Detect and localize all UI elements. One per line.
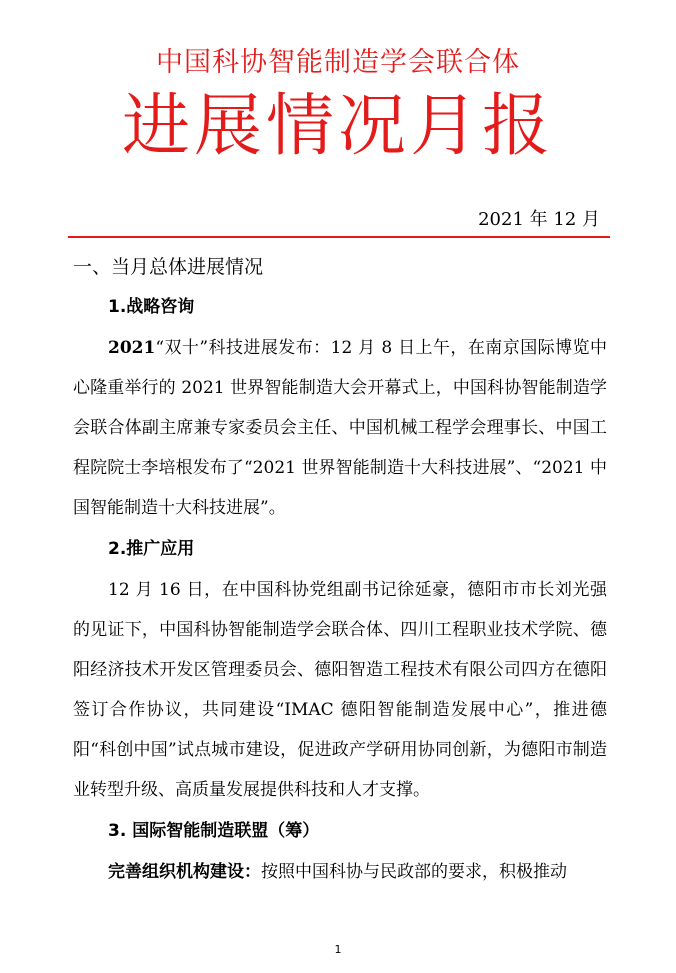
page-number: 1 (334, 943, 342, 956)
paragraph-strategy (73, 328, 607, 528)
strategy-lead: 2021 (108, 338, 156, 358)
alliance-lead: 完善组织机构建设： (108, 862, 261, 882)
report-date: 2021 年 12 月 (478, 209, 600, 230)
report-body (73, 248, 607, 892)
report-title: 进展情况月报 (121, 87, 554, 166)
subheading-alliance: 3. 国际智能制造联盟（筹） (108, 821, 320, 841)
organization-name: 中国科协智能制造学会联合体 (156, 47, 520, 78)
paragraph-promotion: 12 月 16 日，在中国科协党组副书记徐延豪，德阳市市长刘光强的见证下，中国科协智能制造学会联合体、四川工程职业技术学院、德阳经济技术开发区管理委员会、德阳智造工程技术有限公司四方在德阳签订合作协议，共同建设“IMAC 德阳智能制造发展中心”，推进德阳“科创中国”试点城市建设，促进政产学研用协同创新，为德阳市制造业转型升级、高质量发展提供科技和人才支撑。 (73, 580, 607, 800)
section-heading-overall-progress: 一、当月总体进展情况 (73, 256, 264, 278)
paragraph-alliance (73, 852, 607, 892)
subheading-promotion: 2.推广应用 (108, 539, 195, 559)
alliance-text: 按照中国科协与民政部的要求，积极推动 (261, 862, 567, 882)
strategy-text: “双十”科技进展发布：12 月 8 日上午，在南京国际博览中心隆重举行的 2021 世界智能制造大会开幕式上，中国科协智能制造学会联合体副主席兼专家委员会主任、中国机械工程学会理事长、中国工程院院士李培根发布了“2021 世界智能制造十大科技进展”、“2021 中国智能制造十大科技进展”。 (73, 338, 607, 518)
subheading-strategy: 1.战略咨询 (108, 297, 195, 317)
header-divider (68, 236, 610, 238)
